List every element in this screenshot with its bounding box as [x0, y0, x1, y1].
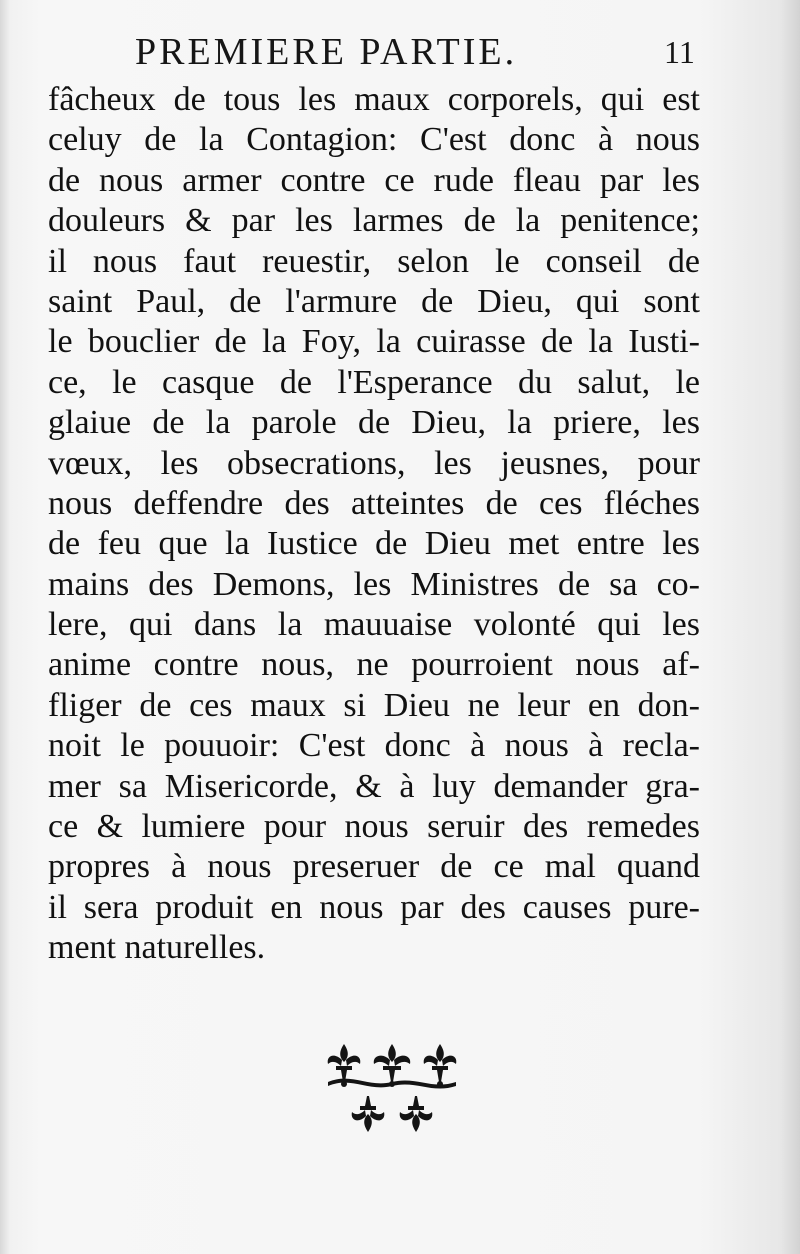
running-title: PREMIERE PARTIE. [135, 31, 518, 73]
text-line: glaiue de la parole de Dieu, la priere, les [48, 404, 700, 442]
text-line: il sera produit en nous par des causes pure- [48, 888, 700, 926]
text-line: de nous armer contre ce rude fleau par les [48, 161, 700, 199]
text-line: saint Paul, de l'armure de Dieu, qui sont [48, 282, 700, 320]
text-line: il nous faut reuestir, selon le conseil de [48, 242, 700, 280]
text-line: propres à nous preseruer de ce mal quand [48, 848, 700, 886]
text-line: ce, le casque de l'Esperance du salut, le [48, 363, 700, 401]
text-line: anime contre nous, ne pourroient nous af- [48, 646, 700, 684]
text-line: de feu que la Iustice de Dieu met entre les [48, 525, 700, 563]
text-line: mains des Demons, les Ministres de sa co- [48, 565, 700, 603]
text-line: noit le pouuoir: C'est donc à nous à recla- [48, 727, 700, 765]
text-line: celuy de la Contagion: C'est donc à nous [48, 121, 700, 159]
text-line: vœux, les obsecrations, les jeusnes, pour [48, 444, 700, 482]
text-line: fâcheux de tous les maux corporels, qui est [48, 81, 700, 118]
text-line: douleurs & par les larmes de la penitence; [48, 202, 700, 240]
text-line: le bouclier de la Foy, la cuirasse de la Iusti- [48, 323, 700, 361]
text-line: nous deffendre des atteintes de ces fléches [48, 484, 700, 522]
text-line: mer sa Misericorde, & à luy demander gra- [48, 767, 700, 805]
fleuron-tailpiece-icon [322, 1042, 462, 1134]
text-line: ment naturelles. [48, 929, 266, 967]
text-line: fliger de ces maux si Dieu ne leur en don- [48, 686, 700, 724]
body-text [48, 80, 700, 969]
text-line: ce & lumiere pour nous seruir des remedes [48, 808, 700, 846]
text-line: lere, qui dans la mauuaise volonté qui les [48, 606, 700, 644]
running-head [0, 22, 800, 82]
page-number: 11 [664, 34, 695, 70]
